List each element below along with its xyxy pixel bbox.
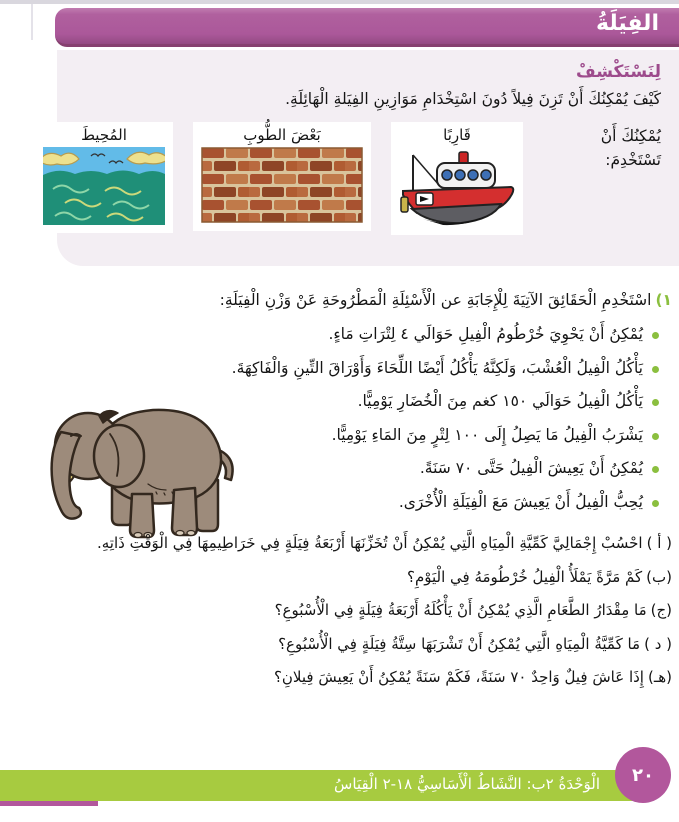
- question-text: احْسُبْ إِجْمَالِيَّ كَمِّيَّةِ الْمِيَاهِ الَّتِي يُمْكِنُ أَنْ تُخَزِّنَهَا أَرْبَعَةُ فِيَلَةٍ فِي خَرَاطِيمِهَا فِي الْوَقْتِ ذَاتِهِ.: [97, 534, 643, 552]
- footer-bar: [0, 770, 657, 801]
- fact-item: يُحِبُّ الْفِيلُ أَنْ يَعِيشَ مَعَ الْفِيَلَةِ الْأُخْرَى.: [4, 486, 659, 520]
- question-item-d: [4, 628, 672, 662]
- use-label: يُمْكِنُكَ أَنْ تَسْتَخْدِمَ:: [600, 127, 661, 170]
- question-text: إِذَا عَاشَ فِيلٌ وَاحِدٌ ٧٠ سَنَةً، فَكَمْ سَنَةً يُمْكِنُ أَنْ يَعِيشَ فِيلانِ؟: [273, 668, 644, 686]
- questions-list: [4, 527, 672, 695]
- question-text: كَمْ مَرَّةً يَمْلَأُ الْفِيلُ خُرْطُومَهُ فِي الْيَوْمِ؟: [407, 567, 643, 586]
- fact-item: يُمْكِنُ أَنْ يَحْوِيَ خُرْطُومُ الْفِيلِ حَوَالَي ٤ لِتْرَاتِ مَاءٍ.: [4, 318, 659, 352]
- boat-illustration: [399, 147, 515, 227]
- question-label: (ب): [646, 567, 672, 586]
- activity-intro: [4, 284, 672, 317]
- bricks-illustration: [201, 147, 363, 223]
- options-row: [67, 122, 661, 235]
- explore-question: كَيْفَ يُمْكِنُكَ أَنْ تَزِنَ فِيلاً دُونَ اسْتِخْدَامِ مَوَازِينِ الفِيَلةِ الْهَائِلَةِ.: [285, 90, 661, 108]
- option-label-bricks: بَعْضَ الطُّوبِ: [243, 126, 321, 144]
- question-item-c: [4, 594, 672, 628]
- question-text: مَا كَمِّيَّةُ الْمِيَاهِ الَّتِي يُمْكِنُ أَنْ تَشْرَبَهَا سِتَّةُ فِيَلَةٍ فِي الْأُسْبُوعِ؟: [278, 634, 641, 653]
- option-card-ocean: [35, 122, 173, 233]
- fact-item: يَشْرَبُ الْفِيلُ مَا يَصِلُ إِلَى ١٠٠ لِتْرٍ مِنَ المَاءِ يَوْمِيًّا.: [4, 419, 659, 453]
- question-label: ( أ ): [646, 534, 672, 552]
- question-item-a: [4, 527, 672, 561]
- question-label: (هـ): [647, 668, 672, 686]
- activity-content: [4, 284, 672, 695]
- page-title-bar: [55, 8, 679, 47]
- option-card-bricks: [193, 122, 371, 231]
- page-number: ٢٠: [632, 764, 654, 786]
- facts-list: [4, 318, 672, 519]
- question-item-b: [4, 561, 672, 595]
- option-label-boat: قَارِبًا: [443, 126, 471, 144]
- explore-heading: لِنَسْتَكْشِفْ: [576, 62, 661, 82]
- question-item-e: [4, 661, 672, 695]
- question-text: مَا مِقْدَارُ الطَّعَامِ الَّذِي يُمْكِنُ أَنْ يَأْكُلَهُ أَرْبَعَةُ فِيَلَةٍ فِي الْأُسْبُوعِ؟: [274, 601, 647, 619]
- question-label: (ج): [650, 601, 672, 619]
- fact-item: يُمْكِنُ أَنْ يَعِيشَ الْفِيلُ حَتَّى ٧٠ سَنَةً.: [4, 452, 659, 486]
- scan-edge-left: [31, 4, 33, 40]
- option-label-ocean: المُحِيطَ: [81, 126, 127, 144]
- page-title: الفِيَلَةُ: [596, 11, 659, 36]
- activity-number: ١): [655, 291, 672, 309]
- activity-intro-text: اسْتَخْدِمِ الْحَقَائِقَ الآتِيَةَ لِلْإِجَابَةِ عن الْأَسْئِلَةِ الْمَطْرُوحَةِ عَنْ وَزْنِ الْفِيَلَةِ:: [219, 291, 652, 309]
- option-card-boat: [391, 122, 523, 235]
- question-label: ( د ): [644, 634, 672, 653]
- fact-item: يَأْكُلُ الْفِيلُ الْعُشْبَ، وَلَكِنَّهُ يَأْكُلُ أَيْضًا اللِّحَاءَ وَأَوْرَاقَ التِّينِ وَالْفَاكِهَةَ.: [4, 352, 659, 386]
- ocean-illustration: [43, 147, 165, 225]
- footer-text: الْوَحْدَةُ ٢ب: النَّشَاطُ الْأَسَاسِيُّ ‎١٨-٢‎ الْقِيَاسُ: [334, 774, 600, 793]
- page-number-badge: [615, 747, 671, 803]
- fact-item: يَأْكُلُ الْفِيلُ حَوَالَي ١٥٠ كغم مِنَ الْخُضَارِ يَوْمِيًّا.: [4, 385, 659, 419]
- scan-edge-top: [0, 0, 679, 4]
- explore-section: [57, 50, 679, 266]
